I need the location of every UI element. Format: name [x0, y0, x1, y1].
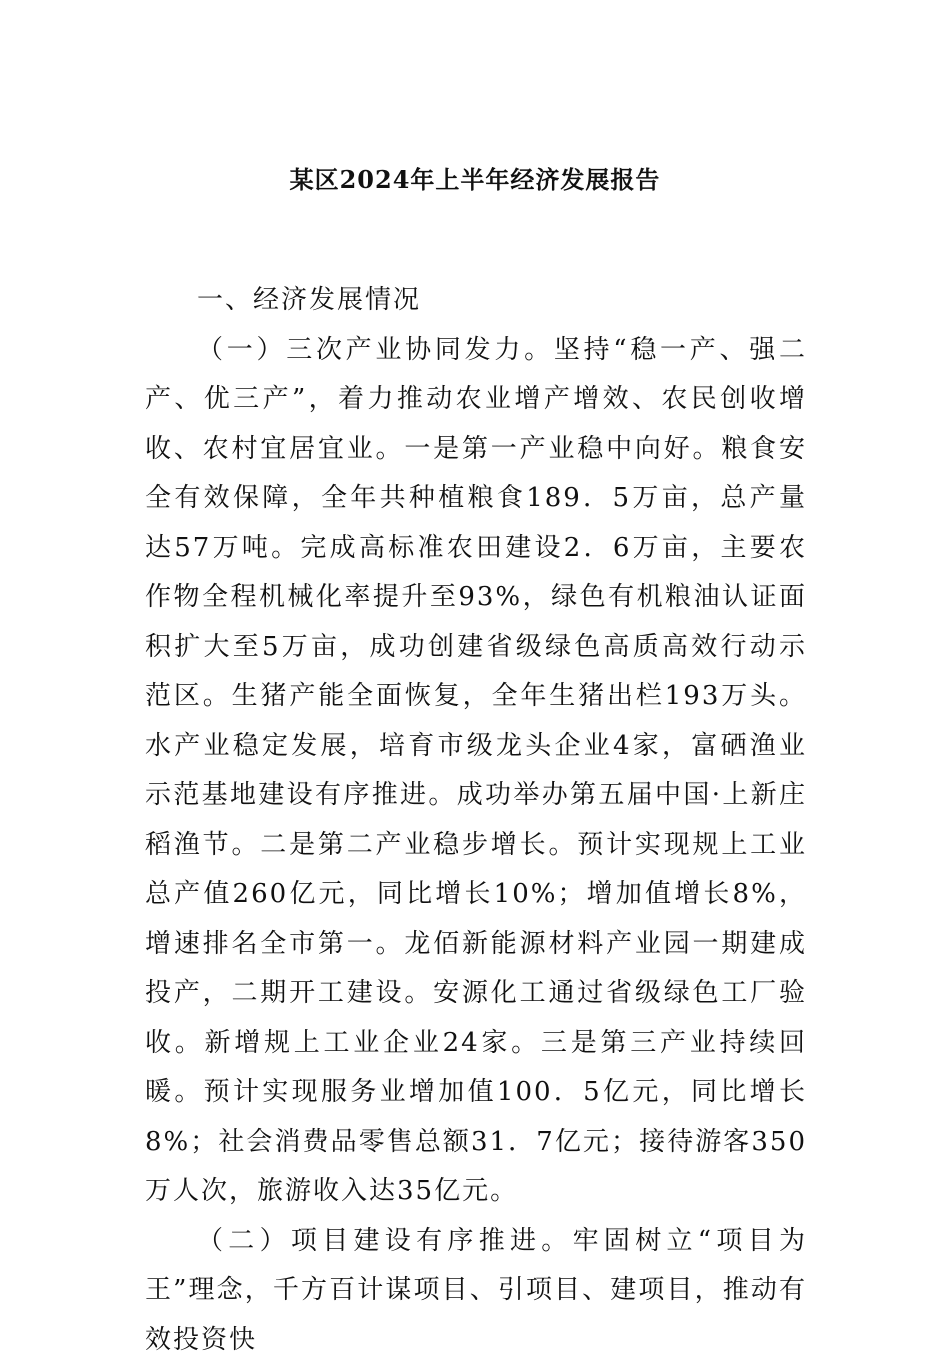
paragraph-2: （二）项目建设有序推进。牢固树立“项目为王”理念，千方百计谋项目、引项目、建项目，推动有效投资快 [145, 1217, 807, 1365]
paragraph-1: （一）三次产业协同发力。坚持“稳一产、强二产、优三产”，着力推动农业增产增效、农民创收增收、农村宜居宜业。一是第一产业稳中向好。粮食安全有效保障，全年共种植粮食189．5万亩，总产量达57万吨。完成高标准农田建设2．6万亩，主要农作物全程机械化率提升至93%，绿色有机粮油认证面积扩大至5万亩，成功创建省级绿色高质高效行动示范区。生猪产能全面恢复，全年生猪出栏193万头。水产业稳定发展，培育市级龙头企业4家，富硒渔业示范基地建设有序推进。成功举办第五届中国·上新庄稻渔节。二是第二产业稳步增长。预计实现规上工业总产值260亿元，同比增长10%；增加值增长8%，增速排名全市第一。龙佰新能源材料产业园一期建成投产，二期开工建设。安源化工通过省级绿色工厂验收。新增规上工业企业24家。三是第三产业持续回暖。预计实现服务业增加值100．5亿元，同比增长8%；社会消费品零售总额31．7亿元；接待游客350万人次，旅游收入达35亿元。 [145, 326, 807, 1217]
document-body [145, 276, 807, 1365]
document-title: 某区2024年上半年经济发展报告 [0, 158, 950, 202]
section-heading: 一、经济发展情况 [145, 276, 807, 326]
